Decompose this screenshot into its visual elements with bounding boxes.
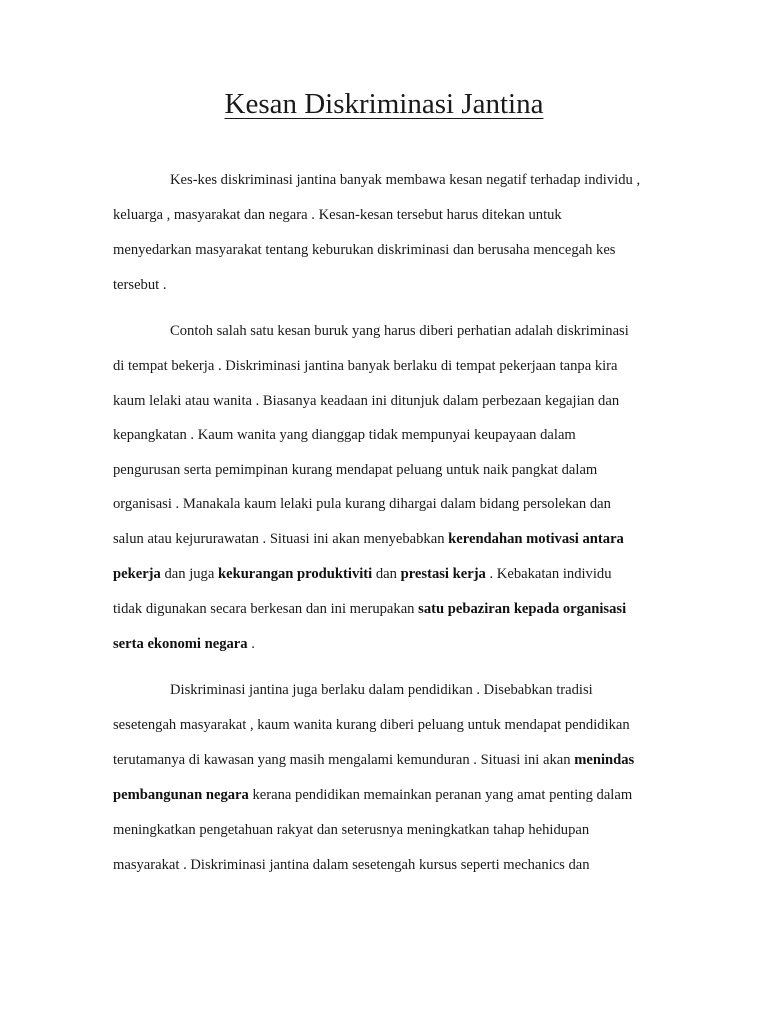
p3-line-1: Diskriminasi jantina juga berlaku dalam pendidikan . Disebabkan tradisi — [170, 682, 593, 698]
document-title: Kesan Diskriminasi Jantina — [224, 88, 544, 120]
p1-line-4: tersebut . — [113, 277, 167, 293]
p3-line-3-text: terutamanya di kawasan yang masih mengalami kemunduran . Situasi ini akan — [113, 752, 575, 768]
p2-line-8-bold-1: pekerja — [113, 566, 161, 582]
p2-line-8-text-2: dan — [372, 566, 401, 582]
p2-line-7-text: salun atau kejururawatan . Situasi ini akan menyebabkan — [113, 531, 449, 547]
p2-line-9 — [113, 599, 626, 619]
p1-line-2: keluarga , masyarakat dan negara . Kesan-kesan tersebut harus ditekan untuk — [113, 207, 562, 223]
p1-line-3: menyedarkan masyarakat tentang keburukan diskriminasi dan berusaha mencegah kes — [113, 242, 616, 258]
p1-line-1: Kes-kes diskriminasi jantina banyak membawa kesan negatif terhadap individu , — [170, 172, 641, 188]
p3-line-2: sesetengah masyarakat , kaum wanita kurang diberi peluang untuk mendapat pendidikan — [113, 717, 630, 733]
p2-line-8-text-1: dan juga — [160, 566, 218, 582]
p3-line-5: meningkatkan pengetahuan rakyat dan seterusnya meningkatkan tahap hehidupan — [113, 822, 590, 838]
p3-line-3 — [113, 750, 634, 770]
p2-line-4: kepangkatan . Kaum wanita yang dianggap tidak mempunyai keupayaan dalam — [113, 427, 576, 443]
p2-line-7-bold: kerendahan motivasi antara — [448, 531, 624, 547]
p2-line-1: Contoh salah satu kesan buruk yang harus diberi perhatian adalah diskriminasi — [170, 323, 629, 339]
p2-line-8-bold-2: kekurangan produktiviti — [217, 566, 373, 582]
p2-line-5: pengurusan serta pemimpinan kurang mendapat peluang untuk naik pangkat dalam — [113, 462, 598, 478]
p3-line-4 — [113, 785, 632, 805]
p2-line-10-text: . — [247, 636, 255, 652]
p2-line-10-bold: serta ekonomi negara — [113, 636, 248, 652]
p2-line-8 — [113, 564, 612, 584]
p2-line-3: kaum lelaki atau wanita . Biasanya keadaan ini ditunjuk dalam perbezaan kegajian dan — [113, 393, 620, 409]
p2-line-8-text-3: . Kebakatan individu — [485, 566, 612, 582]
p3-line-3-bold: menindas — [574, 752, 635, 768]
p3-line-4-bold: pembangunan negara — [113, 787, 249, 803]
p2-line-10 — [113, 634, 255, 654]
p3-line-6: masyarakat . Diskriminasi jantina dalam sesetengah kursus seperti mechanics dan — [113, 857, 590, 873]
p2-line-6: organisasi . Manakala kaum lelaki pula kurang dihargai dalam bidang persolekan dan — [113, 496, 611, 512]
p3-line-4-text: kerana pendidikan memainkan peranan yang amat penting dalam — [248, 787, 633, 803]
p2-line-2: di tempat bekerja . Diskriminasi jantina banyak berlaku di tempat pekerjaan tanpa kira — [113, 358, 618, 374]
p2-line-8-bold-3: prestasi kerja — [400, 566, 486, 582]
p2-line-7 — [113, 529, 624, 549]
p2-line-9-bold: satu pebaziran kepada organisasi — [418, 601, 627, 617]
p2-line-9-text: tidak digunakan secara berkesan dan ini merupakan — [113, 601, 419, 617]
